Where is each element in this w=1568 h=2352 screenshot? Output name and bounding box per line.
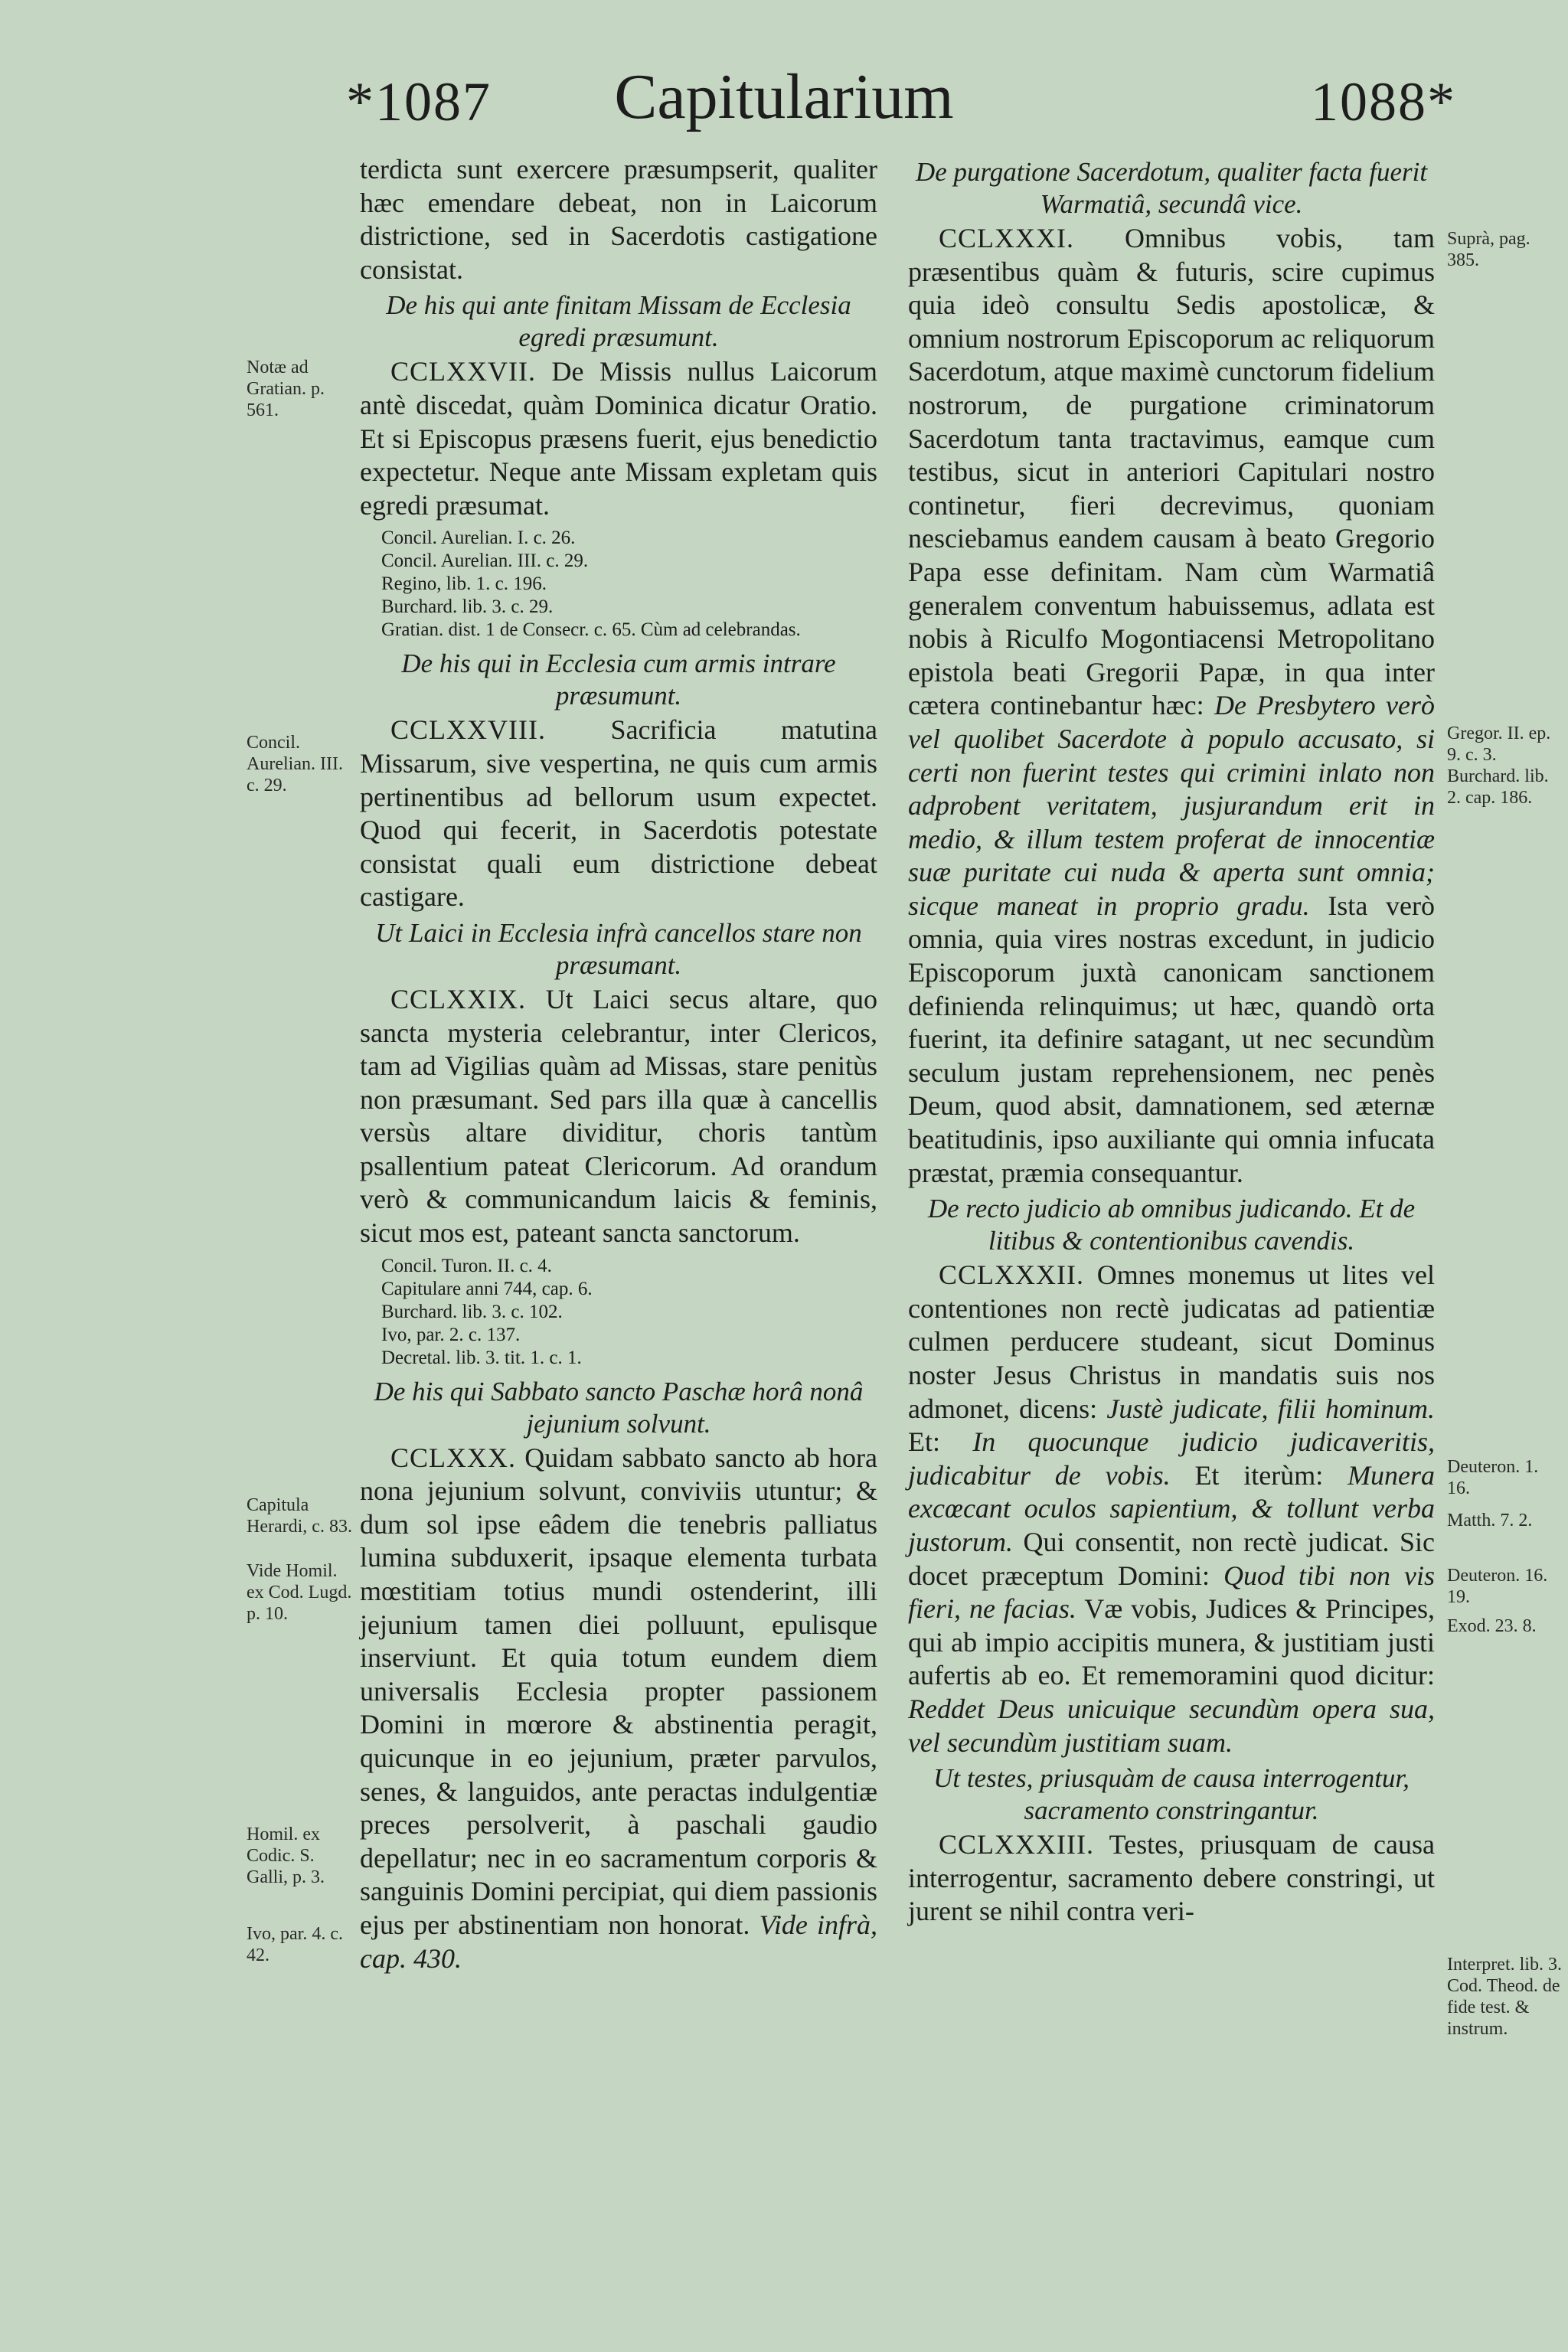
chapter-277	[360, 355, 877, 522]
margin-note-left: Vide Homil. ex Cod. Lugd. p. 10.	[247, 1561, 352, 1624]
reference-item: Concil. Turon. II. c. 4.	[381, 1255, 552, 1276]
margin-note-right: Gregor. II. ep. 9. c. 3. Burchard. lib. 2. cap. 186.	[1447, 724, 1551, 808]
chapter-number: CCLXXXII.	[939, 1259, 1084, 1291]
chapter-text: Ut Laici secus altare, quo sancta mysteria celebrantur, inter Clericos, tam ad Vigilias quàm ad Missas, stare penitùs non præsumant. Sed pars illa quæ à cancellis versùs altare dividitur, choris tantùm psallentium pateat Clericorum. Ad orandum verò & communicandum laicis & feminis, sicut mos est, pateant sancta sanctorum.	[360, 983, 878, 1249]
chapter-279	[360, 983, 877, 1250]
chapter-quotation: Quod tibi non vis fieri, ne facias.	[908, 1560, 1435, 1625]
reference-item: Concil. Aurelian. III. c. 29.	[381, 550, 589, 572]
chapter-quotation: De Presbytero verò vel quolibet Sacerdote à populo accusato, si certi non fuerint testes qui crimini inlato non adprobent veritatem, jusjurandum erit in medio, & illum testem proferat de innocentiæ suæ puritate cui nuda & aperta sunt omnia; sicque maneat in proprio gradu.	[908, 690, 1436, 921]
chapter-text: Et:	[908, 1426, 940, 1458]
chapter-280	[360, 1442, 877, 1976]
references-279	[381, 1255, 877, 1370]
margin-note-left: Ivo, par. 4. c. 42.	[247, 1924, 343, 1965]
chapter-number: CCLXXIX.	[390, 983, 526, 1014]
chapter-281	[908, 222, 1435, 1190]
chapter-caption-281: De purgatione Sacerdotum, qualiter facta fuerit Warmatiâ, secundâ vice.	[915, 157, 1428, 219]
chapter-number: CCLXXVIII.	[390, 714, 546, 746]
margin-note-right: Exod. 23. 8.	[1447, 1616, 1537, 1636]
paragraph-continued: terdicta sunt exercere præsumpserit, qualiter hæc emendare debeat, non in Laicorum districtione, sed in Sacerdotis castigatione consistat.	[360, 154, 877, 285]
margin-note-right: Deuteron. 16. 19.	[1447, 1566, 1548, 1607]
chapter-283	[908, 1828, 1435, 1929]
reference-item: Burchard. lib. 3. c. 102.	[381, 1301, 563, 1322]
reference-item: Ivo, par. 2. c. 137.	[381, 1324, 521, 1345]
margin-note-left: Homil. ex Codic. S. Galli, p. 3.	[247, 1824, 325, 1887]
margin-note-right: Suprà, pag. 385.	[1447, 229, 1530, 270]
page-number-left: *1087	[346, 71, 492, 132]
margin-note-left: Concil. Aurelian. III. c. 29.	[247, 733, 343, 795]
chapter-text: Quidam sabbato sancto ab hora nona jejunium solvunt, conviviis utuntur; & dum sol ipse eâdem die tenebris palliatus lumina subduxerit, ipsaque elementa turbata mœstitiam totius mundi ostenderint, illi jejunium tamen diei polluunt, epulisque inserviunt. Et quia totum eundem diem universalis Ecclesia propter passionem Domini in mœrore & abstinentia peragit, quicunque in eo jejunium, præter parvulos, senes, & languidos, ante peractas indulgentiæ preces persolverit, à paschali gaudio depellatur; nec in eo sacramentum corporis & sanguinis Domini percipiat, qui diem passionis ejus per abstinentiam non honorat.	[360, 1442, 878, 1940]
chapter-caption-280: De his qui Sabbato sancto Paschæ horâ nonâ jejunium solvunt.	[374, 1376, 864, 1439]
reference-item: Decretal. lib. 3. tit. 1. c. 1.	[381, 1347, 582, 1368]
chapter-quotation: In quocunque judicio judicaveritis, judicabitur de vobis.	[908, 1426, 1435, 1491]
chapter-caption-277: De his qui ante finitam Missam de Ecclesia egredi præsumunt.	[386, 290, 851, 353]
chapter-number: CCLXXXIII.	[939, 1829, 1094, 1860]
chapter-number: CCLXXX.	[390, 1442, 517, 1473]
margin-note-right: Interpret. lib. 3. Cod. Theod. de fide test. & instrum.	[1447, 1955, 1562, 2039]
chapter-number: CCLXXVII.	[390, 356, 536, 387]
chapter-text: Sacrificia matutina Missarum, sive vespertina, ne quis cum armis pertinentibus ad bellorum usum expectet. Quod qui fecerit, in Sacerdotis potestate consistat quali eum districtione debeat castigare.	[360, 714, 877, 913]
chapter-text: Omnes monemus ut lites vel contentiones non rectè judicatas ad patientiæ culmen perducere studeant, sicut Dominus noster Jesus Christus in mandatis suis nos admonet, dicens:	[908, 1259, 1435, 1424]
cross-reference: Vide infrà, cap. 430.	[360, 1909, 878, 1974]
margin-note-left: Capitula Herardi, c. 83.	[247, 1495, 352, 1537]
margin-note-right: Deuteron. 1. 16.	[1447, 1457, 1539, 1498]
chapter-text: De Missis nullus Laicorum antè discedat, quàm Dominica dicatur Oratio. Et si Episcopus præsens fuerit, ejus benedictio expectetur. Neque ante Missam expletam quis egredi præsumat.	[360, 356, 877, 521]
chapter-quotation: Reddet Deus unicuique secundùm opera sua, vel secundùm justitiam suam.	[908, 1693, 1435, 1758]
reference-item: Capitulare anni 744, cap. 6.	[381, 1278, 593, 1299]
chapter-text: Testes, priusquam de causa interrogentur, sacramento debere constringi, ut jurent se nihil contra veri-	[908, 1829, 1436, 1927]
left-column	[360, 153, 877, 1975]
reference-item: Regino, lib. 1. c. 196.	[381, 573, 547, 595]
chapter-text: Væ vobis, Judices & Principes, qui ab impio accipitis munera, & justitiam justi aufertis ab eo. Et rememoramini quod dicitur:	[908, 1593, 1436, 1691]
reference-item: Gratian. dist. 1 de Consecr. c. 65. Cùm ad celebrandas.	[381, 619, 801, 641]
running-title: Capitularium	[614, 61, 954, 132]
margin-note-right: Matth. 7. 2.	[1447, 1511, 1533, 1530]
chapter-caption-278: De his qui in Ecclesia cum armis intrare præsumunt.	[401, 648, 836, 711]
chapter-text: Et iterùm:	[1194, 1459, 1324, 1491]
chapter-quotation: Munera excœcant oculos sapientium, & tollunt verba justorum.	[908, 1459, 1436, 1557]
chapter-278	[360, 714, 877, 914]
right-column	[908, 153, 1435, 1929]
references-277	[381, 527, 877, 642]
reference-item: Burchard. lib. 3. c. 29.	[381, 596, 554, 618]
chapter-quotation: Justè judicate, filii hominum.	[1106, 1393, 1435, 1424]
reference-item: Concil. Aurelian. I. c. 26.	[381, 528, 576, 549]
chapter-caption-279: Ut Laici in Ecclesia infrà cancellos stare non præsumant.	[375, 917, 862, 980]
chapter-caption-283: Ut testes, priusquàm de causa interrogentur, sacramento constringantur.	[933, 1763, 1410, 1826]
chapter-caption-282: De recto judicio ab omnibus judicando. Et de litibus & contentionibus cavendis.	[927, 1194, 1416, 1256]
margin-note-left: Notæ ad Gratian. p. 561.	[247, 358, 325, 420]
chapter-text: Ista verò omnia, quia vires nostras excedunt, in judicio Episcoporum juxtà canonicam sanctionem definienda relinquimus; ut hæc, quandò orta fuerint, ita definire satagant, ut nec secundùm seculum justam reprehensionem, nec penès Deum, quod absit, damnationem, sed æternæ beatitudinis, ipso auxiliante qui omnia infucata præstat, præmia consequantur.	[908, 890, 1435, 1188]
chapter-text: Qui consentit, non rectè judicat. Sic docet præceptum Domini:	[908, 1526, 1435, 1591]
chapter-number: CCLXXXI.	[939, 223, 1074, 253]
page-number-right: 1088*	[1311, 71, 1456, 132]
chapter-282	[908, 1259, 1435, 1759]
chapter-text: Omnibus vobis, tam præsentibus quàm & futuris, scire cupimus quia ideò consultu Sedis apostolicæ, & omnium nostrorum Episcoporum ac reliquorum Sacerdotum, atque maximè cunctorum fidelium nostrorum, de purgatione criminatorum Sacerdotum tanta tractavimus, eamque cum testibus, sicut in anteriori Capitulari nostro continetur, fieri decrevimus, quoniam nesciebamus eandem causam à beato Gregorio Papa esse definitam. Nam cùm Warmatiâ generalem conventum habuissemus, adlata est nobis à Riculfo Mogontiacensi Metropolitano epistola beati Gregorii Papæ, in qua inter cætera continebantur hæc:	[908, 223, 1435, 721]
